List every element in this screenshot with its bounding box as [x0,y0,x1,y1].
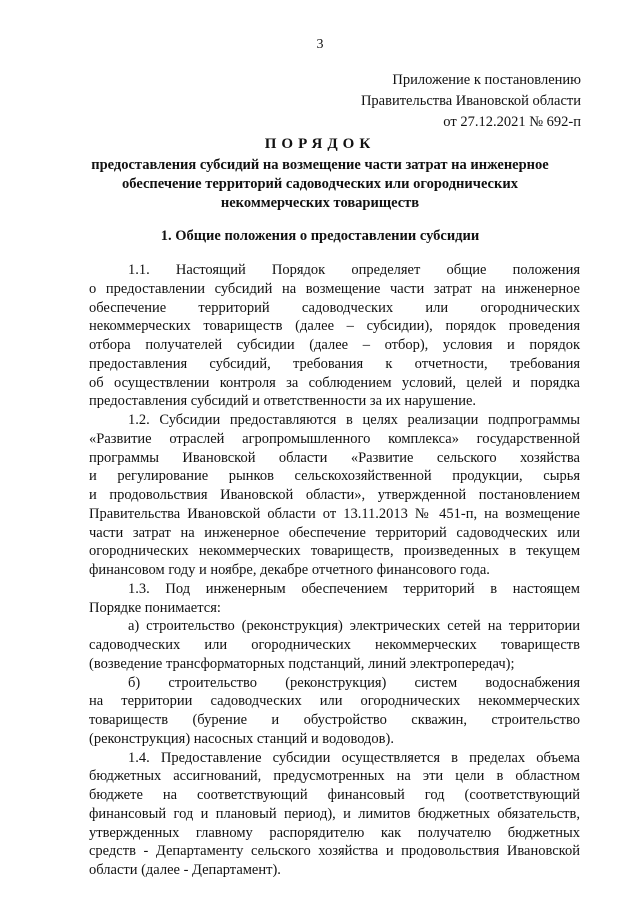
document-title: ПОРЯДОК [264,136,376,152]
section-heading: 1. Общие положения о предоставлении субсидии [160,228,480,244]
text-line: некоммерческих товариществ (далее – субсидии), порядок проведения [89,318,580,335]
text-line: «Развитие отраслей агропромышленного комплекса» государственной [89,430,580,447]
text-line: средств - Департаменту сельского хозяйства и продовольствия Ивановской [89,843,580,860]
text-line: Правительства Ивановской области от 13.11.2013 № 451-п, на возмещение [89,505,580,522]
text-line: бюджете на соответствующий финансовый год (соответствующий [89,787,580,803]
appendix-line: Правительства Ивановской области [360,93,581,109]
text-line: финансовом году и ноябре, декабре отчетного финансового года. [89,562,490,578]
text-line: и продовольствия Ивановской области», утвержденной постановлением [89,487,580,503]
subtitle-line: некоммерческих товариществ [220,195,420,211]
text-line: садоводческих или огороднических некоммерческих товариществ [89,637,580,653]
text-line: бюджетных ассигнований, предусмотренных на эти цели в областном [89,768,580,785]
text-line: 1.2. Субсидии предоставляются в целях реализации подпрограммы [128,412,580,428]
text-line: обеспечение территорий садоводческих или огороднических [89,299,580,316]
text-line: 1.4. Предоставление субсидии осуществляется в пределах объема [128,749,580,766]
appendix-header [361,70,581,133]
text-line: об осуществлении контроля за соблюдением условий, целей и порядка [89,374,580,391]
text-line: о предоставлении субсидий на возмещение части затрат на инженерное [89,280,580,297]
appendix-line: Приложение к постановлению [392,72,581,88]
text-line: б) строительство (реконструкция) систем водоснабжения [128,674,580,691]
text-line: огороднических некоммерческих товариществ, произведенных в текущем [89,543,580,560]
subtitle-line: обеспечение территорий садоводческих или огороднических [122,176,518,192]
subtitle-line: предоставления субсидий на возмещение части затрат на инженерное [91,157,549,173]
text-line: товариществ (бурение и обустройство скважин, строительство [89,712,580,728]
text-line: (возведение трансформаторных подстанций, линий электропередач); [89,655,515,672]
text-line: области (далее - Департамент). [89,862,281,878]
text-line: Порядке понимается: [89,599,221,616]
text-line: (реконструкция) насосных станций и водоводов). [89,730,394,747]
text-line: программы Ивановской области «Развитие сельского хозяйства [89,449,580,466]
text-line: предоставления субсидий и ответственности за их нарушение. [89,393,477,410]
text-line: 1.3. Под инженерным обеспечением территорий в настоящем [128,580,580,597]
text-line: части затрат на инженерное обеспечение территорий садоводческих или [89,524,580,541]
text-line: отбора получателей субсидии (далее – отбор), условия и порядок [89,337,580,353]
text-line: утвержденных главному распорядителю как получателю бюджетных [89,824,580,841]
appendix-line: от 27.12.2021 № 692-п [443,114,581,130]
body-text [89,261,580,880]
text-line: предоставления субсидий, требования к отчетности, требования [89,355,580,372]
text-line: и регулирование рынков сельскохозяйственной продукции, сырья [89,468,580,485]
text-line: финансовый год и плановый период), и лимитов бюджетных обязательств, [89,805,580,822]
text-line: 1.1. Настоящий Порядок определяет общие положения [128,262,580,278]
text-line: а) строительство (реконструкция) электрических сетей на территории [128,618,580,635]
page-number: 3 [316,37,324,52]
text-line: на территории садоводческих или огороднических некоммерческих [89,693,580,710]
document-subtitle [70,156,570,213]
